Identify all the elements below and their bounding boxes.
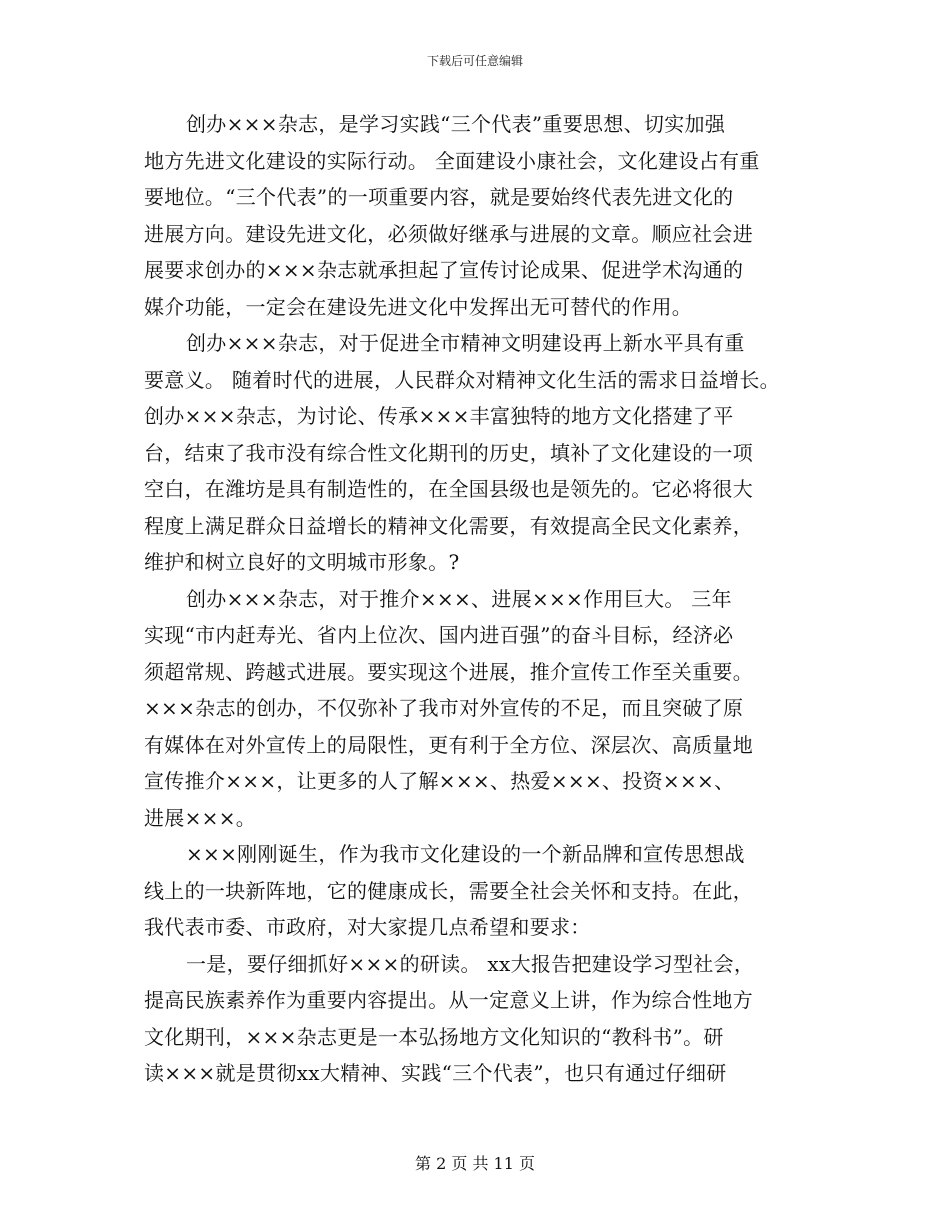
text-line: 创办×××杂志，对于促进全市精神文明建设再上新水平具有重 [186, 331, 745, 355]
text-line: 创办×××杂志，为讨论、传承×××丰富独特的地方文化搭建了平 [144, 404, 734, 428]
text-line: 要地位。“三个代表”的一项重要内容，就是要始终代表先进文化的 [144, 185, 734, 209]
text-line: ×××刚刚诞生，作为我市文化建设的一个新品牌和宣传思想战 [186, 842, 745, 866]
text-line: 进展×××。 [144, 805, 257, 830]
text-line: 展要求创办的×××杂志就承担起了宣传讨论成果、促进学术沟通的 [144, 258, 744, 282]
text-line: 地方先进文化建设的实际行动。 全面建设小康社会，文化建设占有重 [144, 148, 760, 173]
document-body [144, 106, 812, 1092]
page-header: 下载后可任意编辑 [426, 54, 523, 68]
text-line: 宣传推介×××，让更多的人了解×××、热爱×××、投资×××、 [144, 769, 735, 793]
text-line: 要意义。 随着时代的进展，人民群众对精神文化生活的需求日益增长。 [144, 367, 780, 392]
text-line: 进展方向。建设先进文化，必须做好继承与进展的文章。顺应社会进 [144, 221, 753, 246]
page-footer: 第 2 页 共 11 页 [415, 1154, 535, 1173]
text-line: 提高民族素养作为重要内容提出。从一定意义上讲，作为综合性地方 [144, 988, 753, 1012]
text-line: 维护和树立良好的文明城市形象。? [144, 550, 460, 574]
text-line: 文化期刊，×××杂志更是一本弘扬地方文化知识的“教科书”。研 [144, 1024, 724, 1049]
text-line: 线上的一块新阵地，它的健康成长，需要全社会关怀和支持。在此， [144, 878, 753, 903]
text-line: 一是，要仔细抓好×××的研读。 xx大报告把建设学习型社会， [186, 951, 755, 976]
text-line: 空白，在潍坊是具有制造性的，在全国县级也是领先的。它必将很大 [144, 477, 753, 501]
text-line: ×××杂志的创办，不仅弥补了我市对外宣传的不足，而且突破了原 [144, 696, 744, 720]
text-line: 实现“市内赶寿光、省内上位次、国内进百强”的奋斗目标，经济必 [144, 623, 734, 647]
text-line: 我代表市委、市政府，对大家提几点希望和要求： [144, 915, 591, 939]
text-line: 须超常规、跨越式进展。要实现这个进展，推介宣传工作至关重要。 [144, 659, 753, 684]
text-line: 创办×××杂志，对于推介×××、进展×××作用巨大。 三年 [186, 586, 732, 611]
text-line: 有媒体在对外宣传上的局限性，更有利于全方位、深层次、高质量地 [144, 732, 753, 757]
text-line: 创办×××杂志，是学习实践“三个代表”重要思想、切实加强 [186, 112, 726, 136]
text-line: 台，结束了我市没有综合性文化期刊的历史，填补了文化建设的一项 [144, 440, 753, 465]
text-line: 程度上满足群众日益增长的精神文化需要，有效提高全民文化素养， [144, 513, 753, 538]
text-line: 读×××就是贯彻xx大精神、实践“三个代表”，也只有通过仔细研 [144, 1061, 727, 1085]
text-line: 媒介功能，一定会在建设先进文化中发挥出无可替代的作用。 [144, 294, 693, 319]
